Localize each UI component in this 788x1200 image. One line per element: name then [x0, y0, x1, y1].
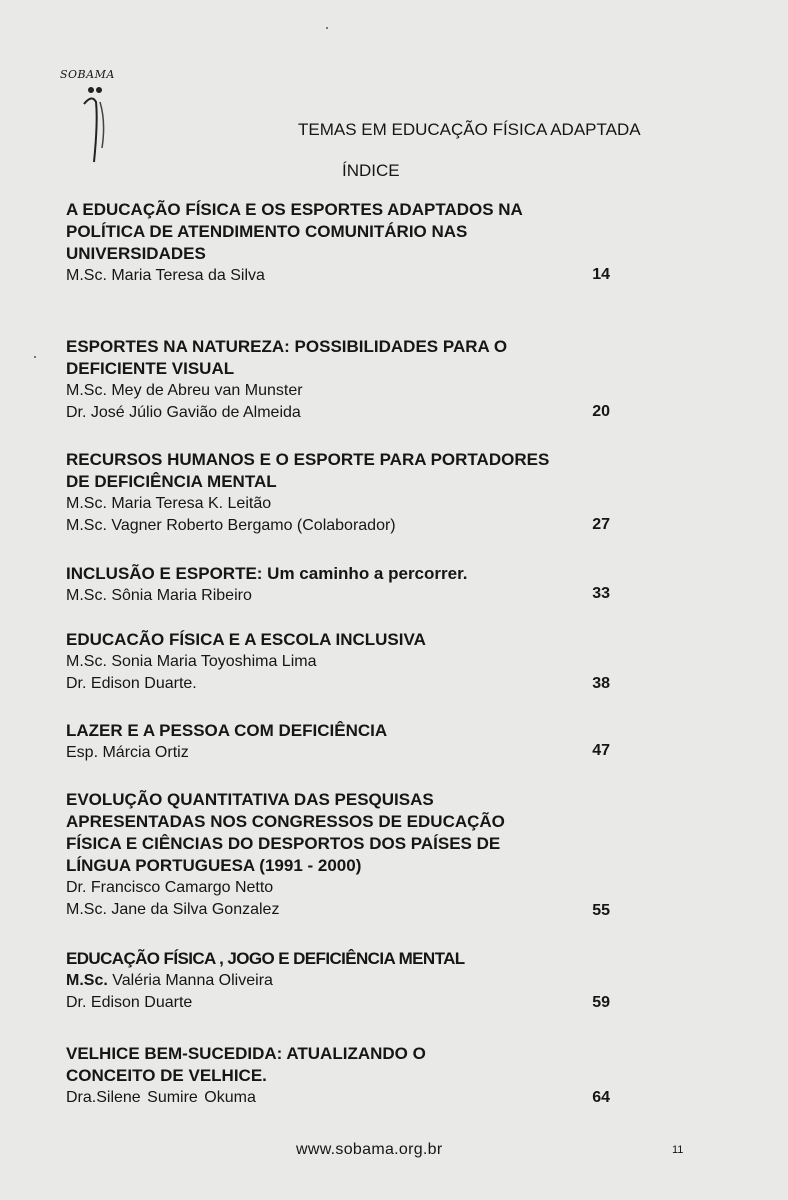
entry-author: M.Sc. Vagner Roberto Bergamo (Colaborador) — [66, 517, 396, 534]
entry-page-number: 38 — [592, 675, 610, 692]
entry-author: M.Sc. Maria Teresa K. Leitão — [66, 495, 272, 512]
logo-text: SOBAMA — [60, 68, 115, 81]
entry-title: ESPORTES NA NATUREZA: POSSIBILIDADES PARA O DEFICIENTE VISUAL — [66, 337, 508, 378]
entry-page-number: 59 — [592, 994, 610, 1011]
toc-entry[interactable] — [66, 789, 636, 921]
entry-author: Dr. José Júlio Gavião de Almeida — [66, 404, 301, 421]
entry-page-number: 47 — [592, 742, 610, 759]
entry-author: Dr. Francisco Camargo Netto — [66, 879, 274, 896]
entry-author: M.Sc. Sonia Maria Toyoshima Lima — [66, 653, 317, 670]
entry-author: M.Sc. Sônia Maria Ribeiro — [66, 587, 252, 604]
toc-entry[interactable] — [66, 336, 636, 424]
footer-website-link[interactable]: www.sobama.org.br — [296, 1141, 443, 1158]
entry-title: INCLUSÃO E ESPORTE: Um caminho a percorrer. — [66, 564, 468, 583]
entry-page-number: 64 — [592, 1089, 610, 1106]
entry-page-number: 20 — [592, 403, 610, 420]
entry-title: EVOLUÇÃO QUANTITATIVA DAS PESQUISAS APRESENTADAS NOS CONGRESSOS DE EDUCAÇÃO FÍSICA E CIÊNCIAS DO DESPORTOS DOS PAÍSES DE LÍNGUA PORTUGUESA (1991 - 2000) — [66, 790, 505, 875]
entry-page-number: 14 — [592, 266, 610, 283]
speck — [326, 27, 328, 29]
entry-author: Dr. Edison Duarte — [66, 994, 193, 1011]
entry-title: A EDUCAÇÃO FÍSICA E OS ESPORTES ADAPTADOS NA POLÍTICA DE ATENDIMENTO COMUNITÁRIO NAS UNIVERSIDADES — [66, 200, 523, 263]
entry-title: EDUCAÇÃO FÍSICA , JOGO E DEFICIÊNCIA MENTAL — [66, 949, 465, 968]
logo-figure-icon — [74, 82, 114, 166]
index-heading: ÍNDICE — [342, 161, 400, 180]
entry-author: M.Sc. Jane da Silva Gonzalez — [66, 901, 280, 918]
entry-author: Dra.Silene Sumire Okuma — [66, 1089, 256, 1106]
toc-entry[interactable] — [66, 563, 636, 607]
toc-entry[interactable] — [66, 720, 636, 764]
entry-author: M.Sc. Mey de Abreu van Munster — [66, 382, 303, 399]
entry-page-number: 27 — [592, 516, 610, 533]
entry-title: LAZER E A PESSOA COM DEFICIÊNCIA — [66, 721, 388, 740]
author-degree: M.Sc. — [66, 972, 108, 989]
entry-title: EDUCACÃO FÍSICA E A ESCOLA INCLUSIVA — [66, 630, 426, 649]
speck — [34, 356, 36, 358]
entry-title: VELHICE BEM-SUCEDIDA: ATUALIZANDO O CONCEITO DE VELHICE. — [66, 1044, 426, 1085]
entry-author: Dr. Edison Duarte. — [66, 675, 197, 692]
entry-page-number: 55 — [592, 902, 610, 919]
footer-page-number: 11 — [672, 1144, 684, 1156]
sobama-logo — [60, 68, 120, 168]
publication-title: TEMAS EM EDUCAÇÃO FÍSICA ADAPTADA — [298, 120, 641, 139]
author-name: Valéria Manna Oliveira — [112, 972, 273, 989]
entry-page-number: 33 — [592, 585, 610, 602]
entry-author: Esp. Márcia Ortiz — [66, 744, 189, 761]
toc-entry[interactable] — [66, 948, 636, 1014]
entry-author — [66, 970, 636, 992]
toc-entry[interactable] — [66, 199, 636, 287]
entry-author: M.Sc. Maria Teresa da Silva — [66, 267, 265, 284]
toc-entry[interactable] — [66, 1043, 636, 1109]
entry-title: RECURSOS HUMANOS E O ESPORTE PARA PORTADORES DE DEFICIÊNCIA MENTAL — [66, 450, 550, 491]
toc-entry[interactable] — [66, 629, 636, 695]
toc-entry[interactable] — [66, 449, 636, 537]
